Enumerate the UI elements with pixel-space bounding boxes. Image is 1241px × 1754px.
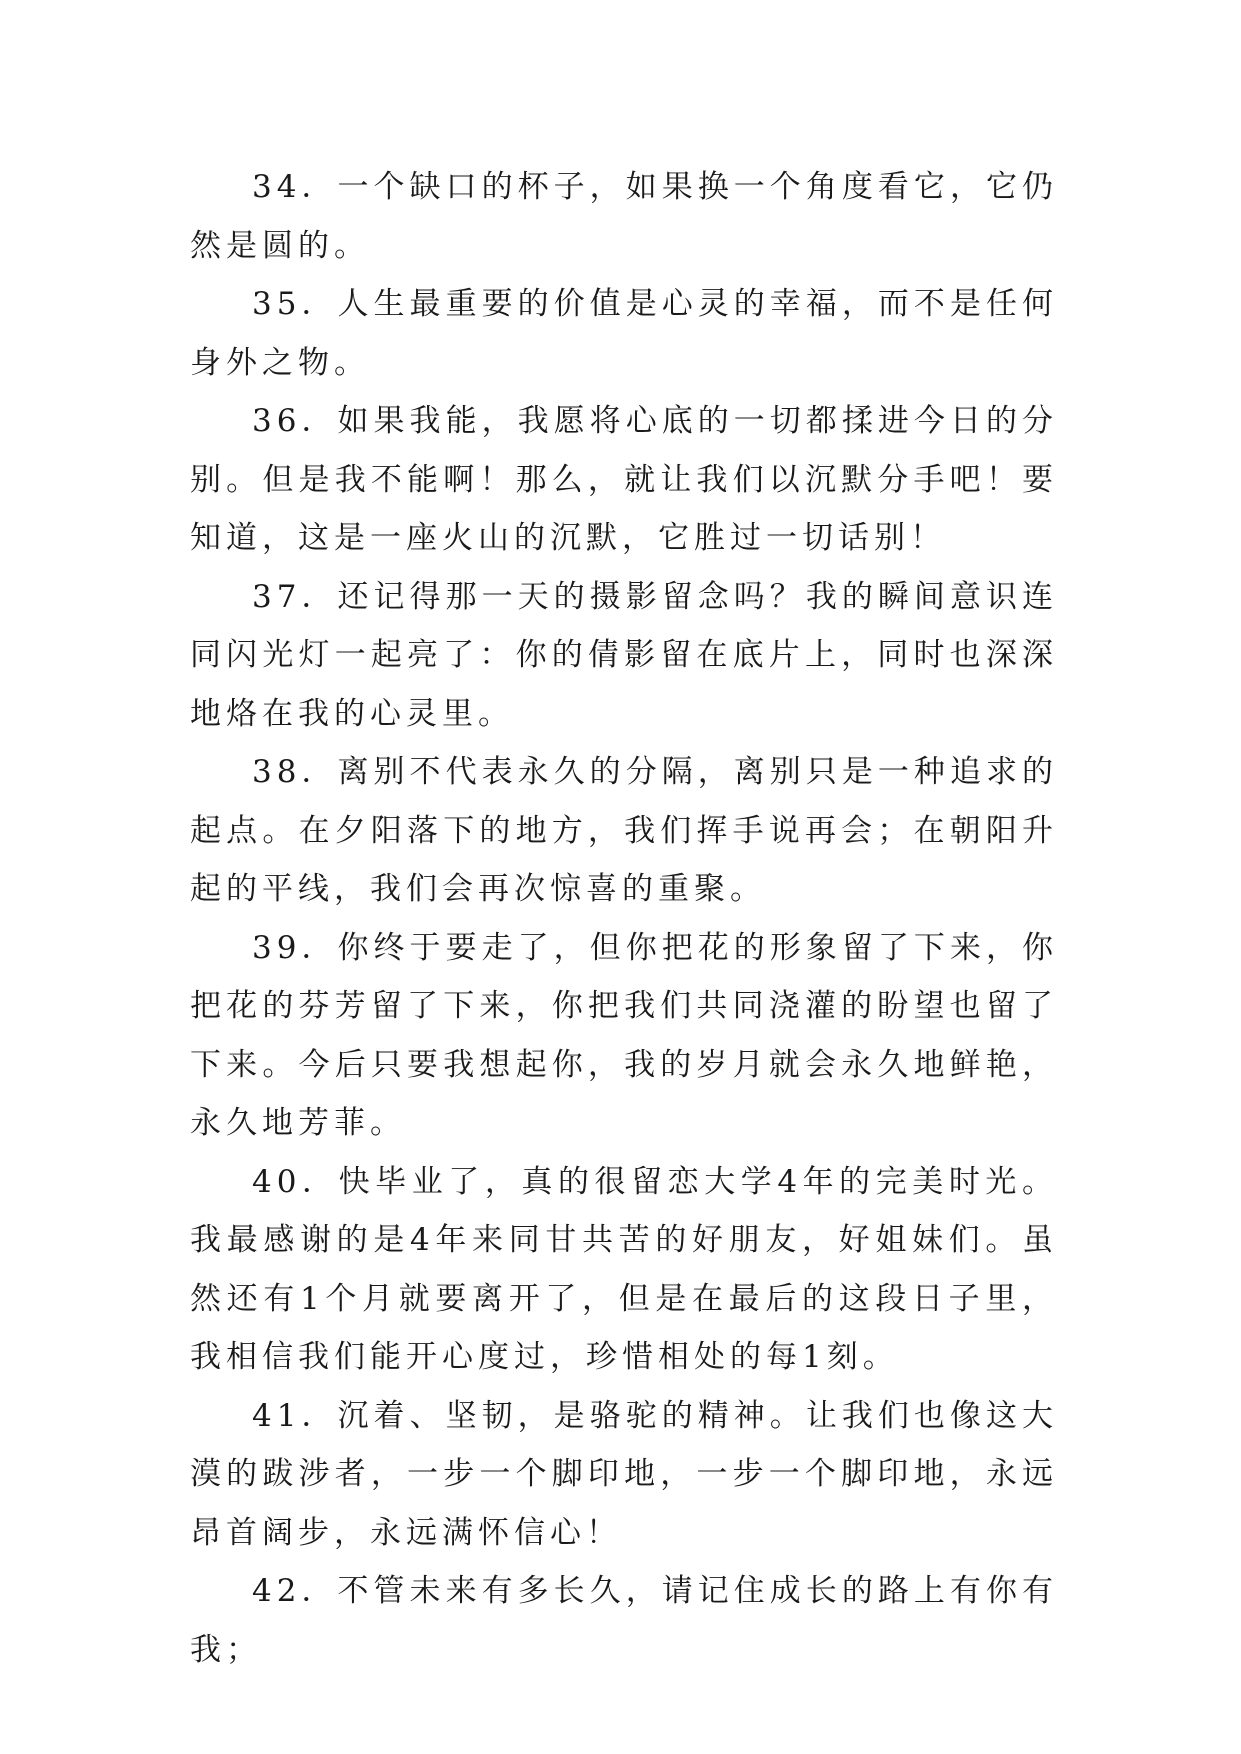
- paragraph-34: 34．一个缺口的杯子，如果换一个角度看它，它仍然是圆的。: [190, 169, 1058, 264]
- paragraph-42: 42．不管未来有多长久，请记住成长的路上有你有我；: [190, 1573, 1058, 1668]
- paragraph-36: 36．如果我能，我愿将心底的一切都揉进今日的分别。但是我不能啊！那么，就让我们以沉默分手吧！要知道，这是一座火山的沉默，它胜过一切话别！: [190, 403, 1058, 556]
- paragraph-39: 39．你终于要走了，但你把花的形象留了下来，你把花的芬芳留了下来，你把我们共同浇灌的盼望也留了下来。今后只要我想起你，我的岁月就会永久地鲜艳，永久地芳菲。: [190, 929, 1058, 1141]
- paragraph-35: 35．人生最重要的价值是心灵的幸福，而不是任何身外之物。: [190, 286, 1058, 381]
- paragraph-37: 37．还记得那一天的摄影留念吗？我的瞬间意识连同闪光灯一起亮了：你的倩影留在底片上，同时也深深地烙在我的心灵里。: [190, 578, 1058, 732]
- document-body: [190, 158, 1058, 1679]
- paragraph-38: 38．离别不代表永久的分隔，离别只是一种追求的起点。在夕阳落下的地方，我们挥手说再会；在朝阳升起的平线，我们会再次惊喜的重聚。: [190, 754, 1058, 907]
- paragraph-40: 40．快毕业了，真的很留恋大学4年的完美时光。我最感谢的是4年来同甘共苦的好朋友，好姐妹们。虽然还有1个月就要离开了，但是在最后的这段日子里，我相信我们能开心度过，珍惜相处的每1刻。: [190, 1163, 1058, 1375]
- paragraph-41: 41．沉着、坚韧，是骆驼的精神。让我们也像这大漠的跋涉者，一步一个脚印地，一步一个脚印地，永远昂首阔步，永远满怀信心！: [190, 1397, 1058, 1551]
